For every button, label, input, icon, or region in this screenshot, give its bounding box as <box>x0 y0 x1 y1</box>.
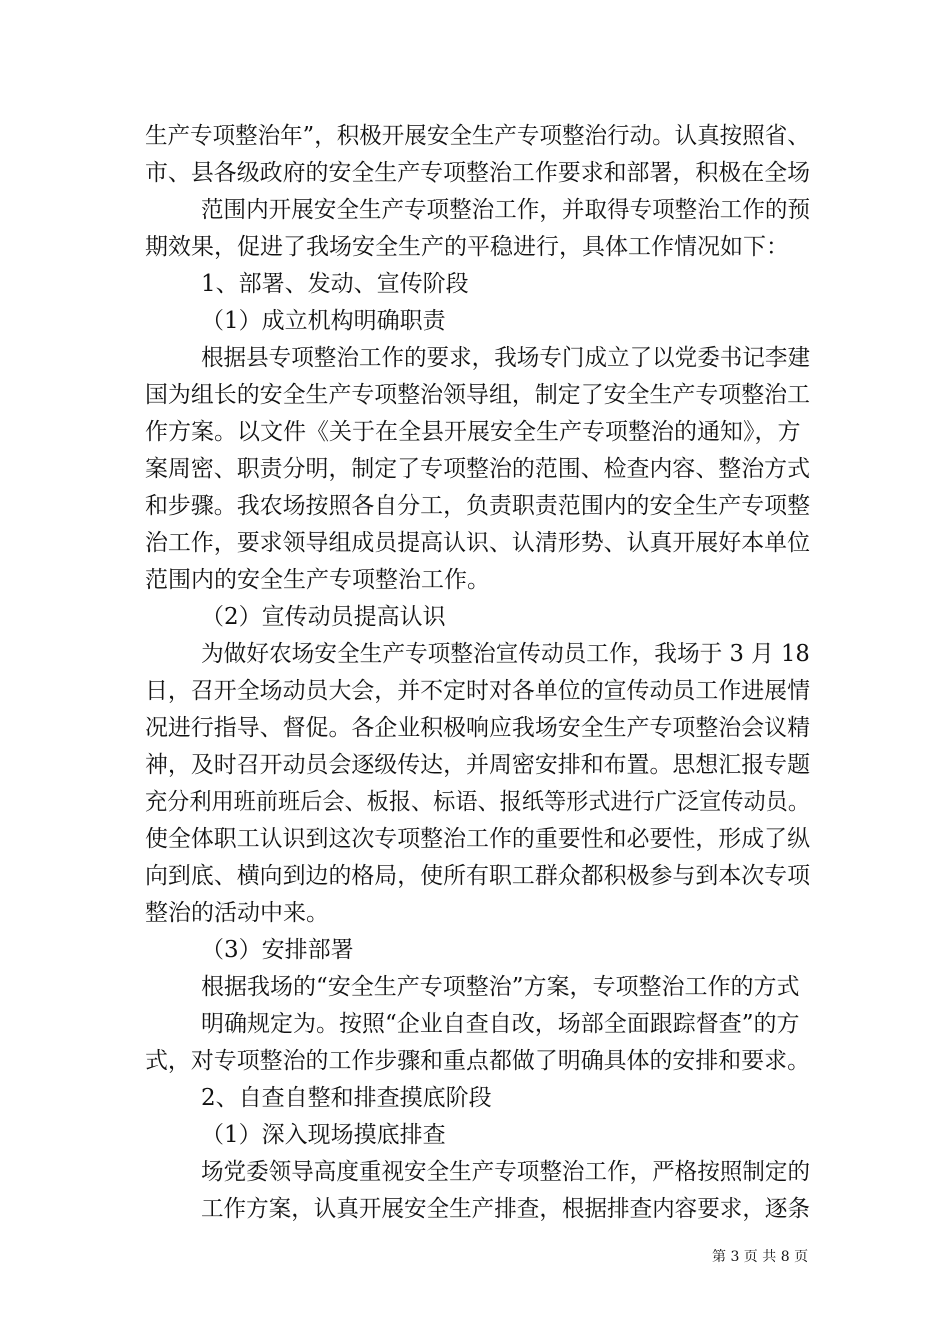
body-line: 案周密、职责分明，制定了专项整治的范围、检查内容、整治方式 <box>145 456 810 482</box>
body-line: 生产专项整治年”，积极开展安全生产专项整治行动。认真按照省、 <box>145 123 810 149</box>
body-line: 场党委领导高度重视安全生产专项整治工作，严格按照制定的 <box>201 1159 811 1185</box>
subsection-heading: （1）成立机构明确职责 <box>201 308 446 334</box>
subsection-heading: （2）宣传动员提高认识 <box>201 604 446 630</box>
body-line: 向到底、横向到边的格局，使所有职工群众都积极参与到本次专项 <box>145 863 810 889</box>
body-line: 况进行指导、督促。各企业积极响应我场安全生产专项整治会议精 <box>145 715 810 741</box>
body-line: 根据我场的“安全生产专项整治”方案，专项整治工作的方式 <box>201 974 800 1000</box>
body-line: 为做好农场安全生产专项整治宣传动员工作，我场于 3 月 18 <box>201 641 810 667</box>
subsection-heading: （3）安排部署 <box>201 937 354 963</box>
body-line: 作方案。以文件《关于在全县开展安全生产专项整治的通知》，方 <box>145 419 801 445</box>
body-line: 神，及时召开动员会逐级传达，并周密安排和布置。思想汇报专题 <box>145 752 810 778</box>
body-line: 充分利用班前班后会、板报、标语、报纸等形式进行广泛宣传动员。 <box>145 789 811 815</box>
body-line: 治工作，要求领导组成员提高认识、认清形势、认真开展好本单位 <box>145 530 810 556</box>
body-line: 范围内开展安全生产专项整治工作，并取得专项整治工作的预 <box>201 197 811 223</box>
body-line: 工作方案，认真开展安全生产排查，根据排查内容要求，逐条 <box>201 1196 811 1222</box>
subsection-heading: （1）深入现场摸底排查 <box>201 1122 446 1148</box>
body-line: 期效果，促进了我场安全生产的平稳进行，具体工作情况如下： <box>145 234 789 260</box>
section-heading: 1、部署、发动、宣传阶段 <box>201 271 469 297</box>
body-line: 和步骤。我农场按照各自分工，负责职责范围内的安全生产专项整 <box>145 493 810 519</box>
page-number: 第 3 页 共 8 页 <box>712 1249 809 1265</box>
body-line: 国为组长的安全生产专项整治领导组，制定了安全生产专项整治工 <box>145 382 810 408</box>
body-line: 根据县专项整治工作的要求，我场专门成立了以党委书记李建 <box>201 345 811 371</box>
body-line: 式，对专项整治的工作步骤和重点都做了明确具体的安排和要求。 <box>145 1048 810 1074</box>
body-line: 市、县各级政府的安全生产专项整治工作要求和部署，积极在全场 <box>145 160 810 186</box>
section-heading: 2、自查自整和排查摸底阶段 <box>201 1085 492 1111</box>
body-line: 日，召开全场动员大会，并不定时对各单位的宣传动员工作进展情 <box>145 678 810 704</box>
body-line: 使全体职工认识到这次专项整治工作的重要性和必要性，形成了纵 <box>145 826 810 852</box>
body-line: 整治的活动中来。 <box>145 900 329 926</box>
body-line: 范围内的安全生产专项整治工作。 <box>145 567 490 593</box>
body-line: 明确规定为。按照“企业自查自改，场部全面跟踪督查”的方 <box>201 1011 800 1037</box>
